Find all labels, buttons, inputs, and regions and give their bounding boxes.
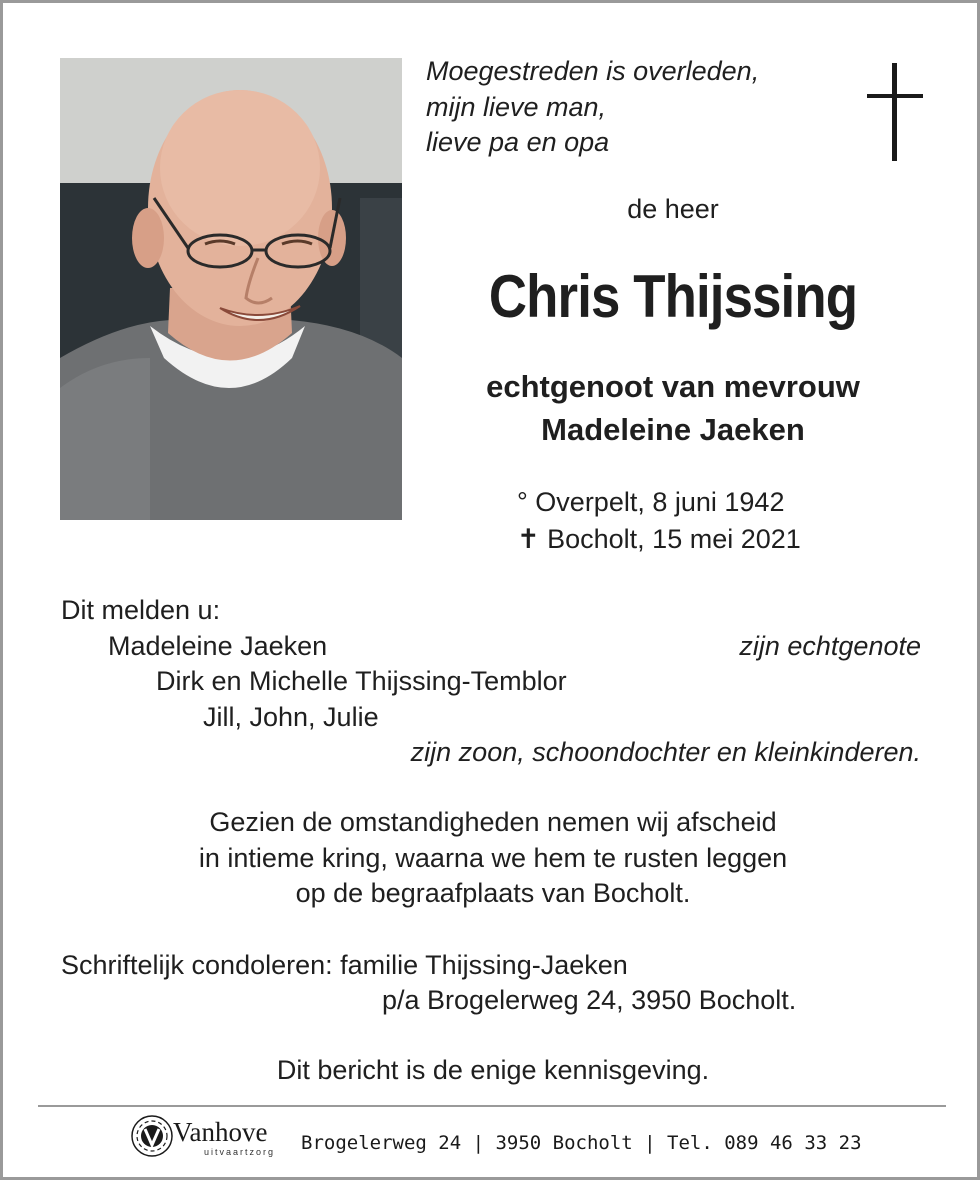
intro-line-3: lieve pa en opa <box>426 127 610 157</box>
cross-icon <box>867 63 923 161</box>
footer-divider <box>38 1105 946 1107</box>
logo-name: Vanhove <box>173 1117 268 1147</box>
announcers-intro: Dit melden u: <box>61 595 221 625</box>
announcer-family: Dirk en Michelle Thijssing-Temblor <box>156 666 567 696</box>
footer-address: Brogelerweg 24 | 3950 Bocholt | Tel. 089 46 33 23 <box>301 1132 862 1154</box>
logo-mark-icon <box>129 1113 175 1159</box>
condolence-line-2: p/a Brogelerweg 24, 3950 Bocholt. <box>382 985 797 1015</box>
condolence-line-1: Schriftelijk condoleren: familie Thijssing-Jaeken <box>61 950 628 980</box>
birth-info: ° Overpelt, 8 juni 1942 <box>517 487 785 517</box>
intro-line-2: mijn lieve man, <box>426 92 607 122</box>
death-info: ✝ Bocholt, 15 mei 2021 <box>517 524 801 554</box>
message-line-2: in intieme kring, waarna we hem te rusten leggen <box>198 843 788 873</box>
logo-subtitle: uitvaartzorg <box>204 1147 276 1157</box>
spouse-line-2: Madeleine Jaeken <box>541 412 805 447</box>
announcer-spouse-relation: zijn echtgenote <box>739 631 921 661</box>
portrait-photo <box>60 58 402 520</box>
deceased-name: Chris Thijssing <box>488 263 858 330</box>
announcer-spouse-name: Madeleine Jaeken <box>108 631 328 661</box>
intro-line-1: Moegestreden is overleden, <box>426 56 760 86</box>
funeral-home-logo <box>129 1111 289 1161</box>
message-line-3: op de begraafplaats van Bocholt. <box>295 878 691 908</box>
spouse-line-1: echtgenoot van mevrouw <box>486 369 860 404</box>
message-line-1: Gezien de omstandigheden nemen wij afscheid <box>209 807 777 837</box>
closing-note: Dit bericht is de enige kennisgeving. <box>276 1055 710 1085</box>
announcer-family-relation: zijn zoon, schoondochter en kleinkinderen. <box>410 737 921 767</box>
title-prefix: de heer <box>627 194 719 224</box>
announcer-grandchildren: Jill, John, Julie <box>203 702 379 732</box>
